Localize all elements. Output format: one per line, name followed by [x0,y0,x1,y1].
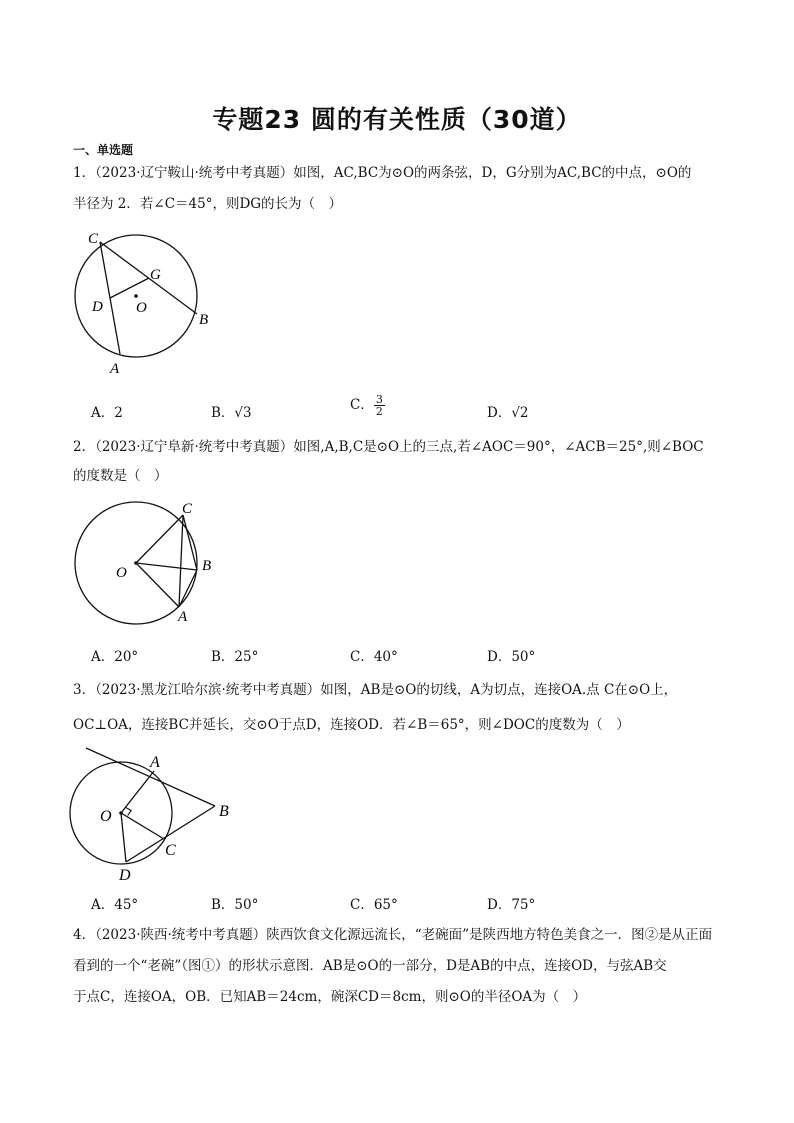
q2-label-O: O [116,565,127,581]
q3-label-C: C [165,842,176,859]
q2-option-d: D．50° [487,649,536,665]
fraction: $\frac{3}{2}$ [375,393,383,418]
question-3-line-2: OC⊥OA，连接BC并延长，交⊙O于点D，连接OD．若∠B＝65°，则∠DOC的度数为（ ） [73,717,630,733]
q3-option-d: D．75° [487,897,536,913]
q3-option-b: B．50° [211,897,259,913]
question-1-line-2: 半径为 2．若∠C＝45°，则DG的长为（ ） [73,196,343,212]
question-2-figure [60,495,230,630]
question-4-line-1: 4．（2023·陕西·统考中考真题）陕西饮食文化源远流长，“老碗面”是陕西地方特色美食之一．图②是从正面 [73,927,713,943]
q1-option-c [350,393,385,417]
q2-label-C: C [182,501,193,517]
q3-option-a: A．45° [91,897,139,913]
q3-label-A: A [150,754,160,771]
question-4-line-2: 看到的一个“老碗”（图①）的形状示意图．AB是⊙O的一部分，D是AB的中点，连接OD，与弦AB交 [73,958,667,974]
q1-option-d: D．√2 [487,405,529,421]
q2-option-c: C．40° [350,649,398,665]
q1-option-b: B．√3 [211,405,252,421]
question-3-figure [60,740,250,882]
q1-option-a: A．2 [91,405,123,421]
question-2-line-2: 的度数是（ ） [73,468,168,484]
q1-label-O: O [136,300,147,316]
q2-label-A: A [178,609,188,625]
q3-option-c: C．65° [350,897,398,913]
q3-label-B: B [219,803,229,820]
q3-label-D: D [119,867,131,882]
page-title: 专题23 圆的有关性质（30道） [212,105,582,134]
question-1-figure [60,225,230,385]
q2-option-a: A．20° [91,649,139,665]
q3-label-O: O [100,808,112,825]
q2-label-B: B [202,558,212,574]
q1-label-G: G [150,267,161,283]
q1-label-B: B [199,312,209,328]
q1-label-C: C [88,231,99,247]
q1-label-A: A [110,361,120,377]
question-2-line-1: 2．（2023·辽宁阜新·统考中考真题）如图,A,B,C是⊙O上的三点,若∠AOC＝90°，∠ACB＝25°,则∠BOC [73,439,704,455]
q2-option-b: B．25° [211,649,259,665]
question-1-line-1: 1．（2023·辽宁鞍山·统考中考真题）如图，AC,BC为⊙O的两条弦，D，G分别为AC,BC的中点，⊙O的 [73,165,692,181]
section-heading: 一、单选题 [73,143,134,157]
question-4-line-3: 于点C，连接OA，OB．已知AB＝24cm，碗深CD＝8cm，则⊙O的半径OA为（ ） [73,989,587,1005]
q1-option-c-prefix: C． [350,397,374,413]
q1-label-D: D [92,299,103,315]
question-3-line-1: 3．（2023·黑龙江哈尔滨·统考中考真题）如图，AB是⊙O的切线，A为切点，连接OA.点 C在⊙O上， [73,682,678,698]
